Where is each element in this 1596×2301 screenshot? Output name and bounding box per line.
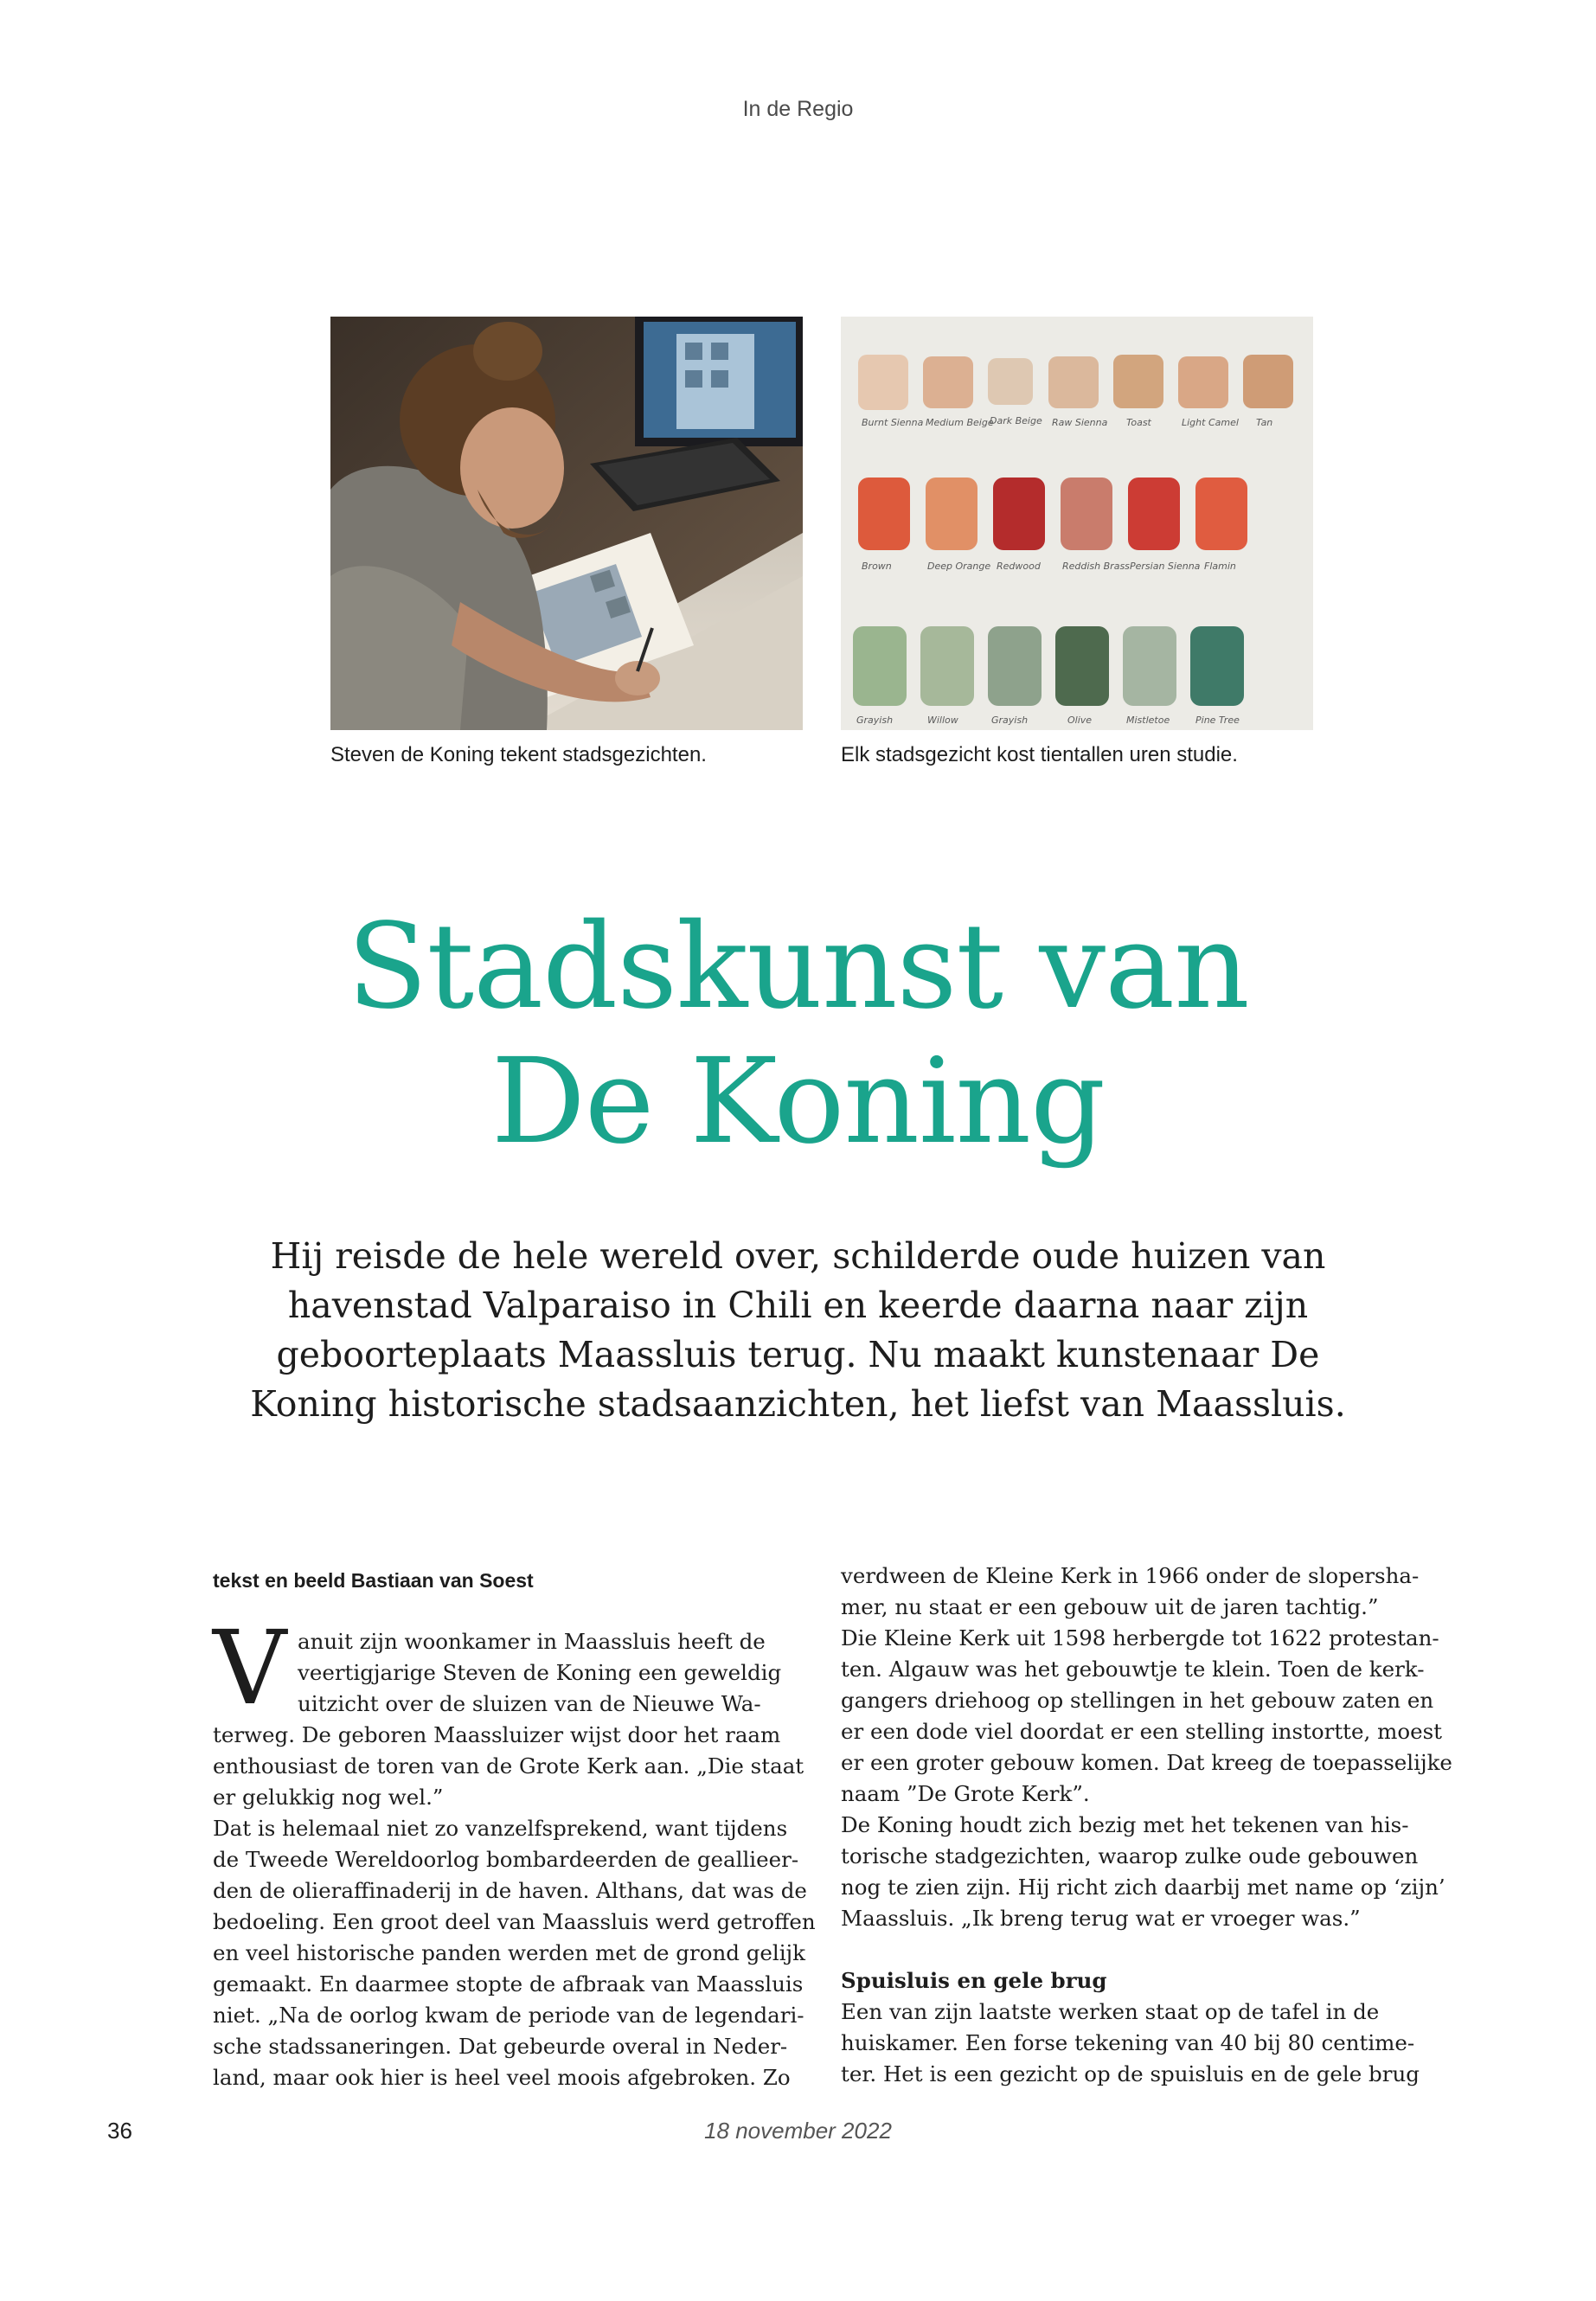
headline-line: Stadskunst van — [347, 899, 1249, 1035]
lead-line: Hij reisde de hele wereld over, schilderde oude huizen van — [270, 1235, 1326, 1277]
swatch-label: Tan — [1256, 417, 1273, 428]
swatches-photo — [841, 317, 1313, 730]
swatch-label: Dark Beige — [990, 415, 1042, 426]
page-number: 36 — [107, 2118, 132, 2144]
section-label: In de Regio — [742, 97, 854, 121]
swatch-label: Flamin — [1204, 561, 1236, 572]
subheading: Spuisluis en gele brug — [841, 1968, 1107, 1993]
byline: tekst en beeld Bastiaan van Soest — [213, 1569, 534, 1592]
lead-line: Koning historische stadsaanzichten, het liefst van Maassluis. — [250, 1383, 1346, 1425]
body-line: land, maar ook hier is heel veel moois afgebroken. Zo — [213, 2065, 791, 2090]
swatch-label: Pine Tree — [1195, 715, 1240, 726]
swatch-label: Willow — [927, 715, 958, 726]
artist-illustration — [330, 317, 803, 730]
body-line: gemaakt. En daarmee stopte de afbraak van Maassluis — [213, 1971, 804, 1997]
publication-date: 18 november 2022 — [704, 2118, 892, 2144]
drop-cap: V — [213, 1608, 287, 1727]
body-line: terweg. De geboren Maassluizer wijst door het raam — [213, 1722, 781, 1747]
body-line: nog te zien zijn. Hij richt zich daarbij met name op ‘zijn’ — [841, 1875, 1445, 1900]
body-line: Een van zijn laatste werken staat op de tafel in de — [841, 1999, 1380, 2024]
body-line: Die Kleine Kerk uit 1598 herbergde tot 1622 protestan- — [841, 1625, 1439, 1650]
body-line: gangers driehoog op stellingen in het gebouw zaten en — [841, 1688, 1434, 1713]
body-line: enthousiast de toren van de Grote Kerk aan. „Die staat — [213, 1753, 804, 1779]
swatch-label: Grayish — [991, 715, 1029, 726]
body-line: ten. Algauw was het gebouwtje te klein. Toen de kerk- — [841, 1657, 1425, 1682]
swatch-label: Burnt Sienna — [862, 417, 924, 428]
swatch-label: Raw Sienna — [1052, 417, 1108, 428]
swatch-label: Medium Beige — [926, 417, 994, 428]
color-swatches-illustration — [841, 317, 1313, 730]
body-line: torische stadgezichten, waarop zulke oude gebouwen — [841, 1843, 1419, 1868]
body-line: mer, nu staat er een gebouw uit de jaren tachtig.” — [841, 1594, 1379, 1619]
body-line: huiskamer. Een forse tekening van 40 bij 80 centime- — [841, 2030, 1415, 2055]
body-line: verdween de Kleine Kerk in 1966 onder de slopersha- — [841, 1563, 1420, 1588]
body-line: er een dode viel doordat er een stelling instortte, moest — [841, 1719, 1442, 1744]
body-line: niet. „Na de oorlog kwam de periode van de legendari- — [213, 2003, 804, 2028]
right-column — [841, 1561, 1452, 2090]
photo-caption: Steven de Koning tekent stadsgezichten. — [330, 743, 707, 766]
body-line: uitzicht over de sluizen van de Nieuwe Wa- — [298, 1691, 761, 1716]
article-headline — [0, 900, 1596, 1170]
body-line: den de olieraffinaderij in de haven. Althans, dat was de — [213, 1878, 807, 1903]
swatch-label: Mistletoe — [1126, 715, 1170, 726]
swatch-label: Persian Sienna — [1130, 561, 1201, 572]
body-line: sche stadssaneringen. Dat gebeurde overal in Neder- — [213, 2034, 788, 2059]
body-line: Maassluis. „Ik breng terug wat er vroeger was.” — [841, 1906, 1361, 1931]
body-line: Dat is helemaal niet zo vanzelfsprekend, want tijdens — [213, 1816, 788, 1841]
body-line: de Tweede Wereldoorlog bombardeerden de geallieer- — [213, 1847, 799, 1872]
photo-caption: Elk stadsgezicht kost tientallen uren studie. — [841, 743, 1238, 766]
lead-line: havenstad Valparaiso in Chili en keerde daarna naar zijn — [287, 1285, 1309, 1326]
body-line: bedoeling. Een groot deel van Maassluis werd getroffen — [213, 1909, 816, 1934]
swatch-label: Toast — [1126, 417, 1151, 428]
swatch-label: Redwood — [997, 561, 1041, 572]
swatch-label: Reddish Brass — [1062, 561, 1130, 572]
swatch-label: Olive — [1067, 715, 1093, 726]
article-lead — [216, 1232, 1380, 1429]
body-line: naam ”De Grote Kerk”. — [841, 1781, 1090, 1806]
body-line: er een groter gebouw komen. Dat kreeg de toepasselijke — [841, 1750, 1452, 1775]
headline-line: De Koning — [490, 1034, 1106, 1170]
swatch-label: Grayish — [856, 715, 894, 726]
body-line: anuit zijn woonkamer in Maassluis heeft de — [298, 1629, 766, 1654]
swatch-label: Light Camel — [1182, 417, 1239, 428]
left-column — [213, 1626, 816, 2093]
lead-line: geboorteplaats Maassluis terug. Nu maakt kunstenaar De — [276, 1334, 1320, 1375]
body-line: en veel historische panden werden met de grond gelijk — [213, 1940, 805, 1965]
swatch-label: Brown — [862, 561, 892, 572]
body-line: veertigjarige Steven de Koning een geweldig — [298, 1660, 782, 1685]
body-line: ter. Het is een gezicht op de spuisluis en de gele brug — [841, 2061, 1420, 2086]
swatch-label: Deep Orange — [927, 561, 991, 572]
body-line: De Koning houdt zich bezig met het tekenen van his- — [841, 1812, 1409, 1837]
body-line: er gelukkig nog wel.” — [213, 1785, 444, 1810]
artist-photo — [330, 317, 803, 730]
paragraph-gap — [841, 1934, 1446, 1965]
